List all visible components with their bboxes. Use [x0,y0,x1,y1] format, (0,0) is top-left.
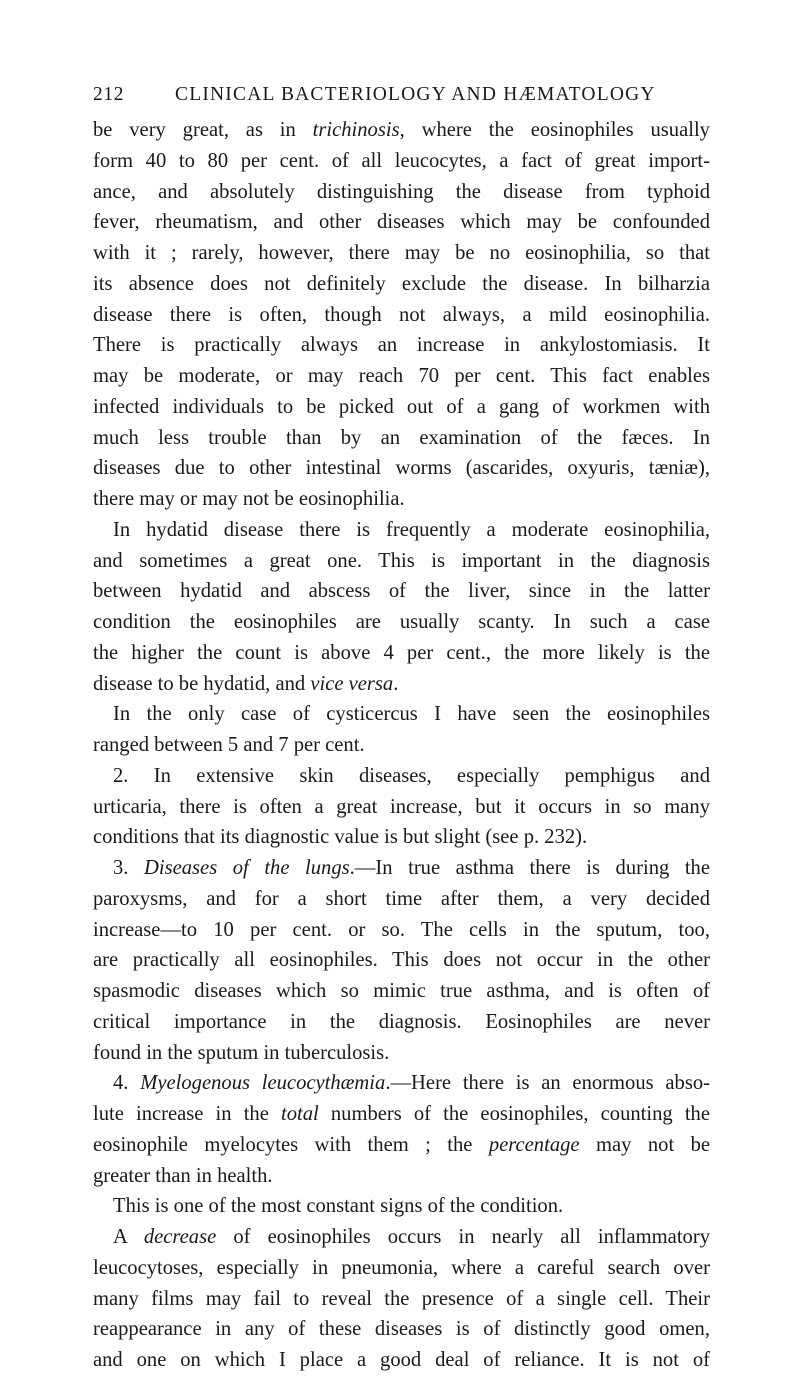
text-run: form 40 to 80 per cent. of all leucocytes, a fact of great import- [93,149,710,172]
text-run: spasmodic diseases which so mimic true asthma, and is often of [93,980,710,1002]
text-run: 3. [113,857,144,879]
text-line [93,761,710,792]
text-run: leucocytoses, especially in pneumonia, where a careful search over [93,1256,710,1279]
text-run: between hydatid and abscess of the liver, since in the latter [93,580,710,603]
italic-text-run: Diseases of the lungs [144,857,350,879]
text-line [93,1253,710,1284]
text-run: lute increase in the [93,1103,281,1125]
text-run: there may or may not be eosinophilia. [93,488,405,510]
text-line [93,638,710,669]
text-run: . [393,672,399,695]
text-run: found in the sputum in tuberculosis. [93,1041,390,1064]
text-run: may not be [579,1133,711,1156]
text-run: condition the eosinophiles are usually scanty. In such a case [93,611,710,633]
text-run: the higher the count is above 4 per cent., the more likely is the [93,641,710,664]
text-run: increase—to 10 per cent. or so. The cells in the sputum, too, [93,918,710,941]
text-line [93,1130,710,1161]
text-run: disease there is often, though not always, a mild eosinophilia. [93,303,710,326]
text-line [93,976,710,1007]
text-line [93,207,710,238]
text-run: greater than in health. [93,1164,273,1187]
text-line [93,1191,710,1222]
text-run: paroxysms, and for a short time after them, a very decided [93,887,710,910]
text-run: many films may fail to reveal the presence of a single cell. Their [93,1287,710,1310]
text-run: eosinophile myelocytes with them ; the [93,1133,489,1156]
text-line [93,300,710,331]
body-text [93,115,710,1376]
italic-text-run: percentage [488,1133,580,1156]
text-line [93,1161,710,1192]
text-line [93,392,710,423]
text-run: This is one of the most constant signs of the condition. [113,1195,564,1218]
text-run: critical importance in the diagnosis. Eosinophiles are never [93,1010,710,1033]
text-run: 2. In extensive skin diseases, especially pemphigus and [113,764,710,787]
page-number: 212 [93,84,125,105]
text-run: .—In true asthma there is during the [349,857,710,879]
text-run: In the only case of cysticercus I have seen the eosinophiles [113,703,710,726]
text-run: reappearance in any of these diseases is of distinctly good omen, [93,1318,710,1341]
text-run: There is practically always an increase in ankylostomiasis. It [93,334,710,357]
text-run: diseases due to other intestinal worms (ascarides, oxyuris, tæniæ), [93,457,710,480]
text-line [93,453,710,484]
text-run: with it ; rarely, however, there may be no eosinophilia, so that [93,242,710,264]
text-run: disease to be hydatid, and [93,672,311,695]
text-line [93,576,710,607]
italic-text-run: total [280,1103,319,1125]
text-line [93,515,710,546]
text-run: and sometimes a great one. This is important in the diagnosis [93,549,710,572]
text-line [93,1068,710,1099]
text-line [93,945,710,976]
text-line [93,361,710,392]
text-line [93,1222,710,1253]
text-line [93,1314,710,1345]
text-line [93,177,710,208]
text-run: of eosinophiles occurs in nearly all inflammatory [216,1226,710,1248]
italic-text-run: vice versa [310,672,394,695]
text-line [93,822,710,853]
text-run: and one on which I place a good deal of reliance. It is not of [93,1349,710,1371]
text-line [93,115,710,146]
italic-text-run: trichinosis [312,119,400,141]
text-line [93,146,710,177]
text-line [93,915,710,946]
text-line [93,1038,710,1069]
running-title: CLINICAL BACTERIOLOGY AND HÆMATOLOGY [175,84,656,105]
text-line [93,1345,710,1376]
text-line [93,884,710,915]
text-line [93,546,710,577]
text-run: In hydatid disease there is frequently a moderate eosinophilia, [113,518,710,541]
text-run: conditions that its diagnostic value is but slight (see p. 232). [93,826,588,849]
text-run: 4. [113,1072,141,1095]
text-run: .—Here there is an enormous abso- [385,1072,711,1095]
text-line [93,607,710,638]
text-run: may be moderate, or may reach 70 per cent. This fact enables [93,365,710,387]
text-line [93,669,710,700]
text-line [93,484,710,515]
text-line [93,1099,710,1130]
text-run: A [113,1226,144,1248]
text-run: its absence does not definitely exclude the disease. In bilharzia [93,272,710,295]
text-line [93,238,710,269]
text-run: urticaria, there is often a great increase, but it occurs in so many [93,795,710,818]
text-line [93,792,710,823]
text-run: , where the eosinophiles usually [399,119,710,141]
italic-text-run: decrease [143,1226,217,1248]
running-head [93,84,688,114]
text-run: much less trouble than by an examination of the fæces. In [93,426,710,449]
text-run: infected individuals to be picked out of a gang of workmen with [93,395,710,418]
text-line [93,423,710,454]
text-run: are practically all eosinophiles. This does not occur in the other [93,949,710,972]
text-run: fever, rheumatism, and other diseases which may be confounded [93,211,710,234]
text-line [93,269,710,300]
text-run: be very great, as in [93,119,313,141]
text-line [93,853,710,884]
text-line [93,1284,710,1315]
text-run: numbers of the eosinophiles, counting the [318,1103,710,1125]
text-line [93,1007,710,1038]
italic-text-run: Myelogenous leucocythæmia [140,1072,386,1095]
text-line [93,330,710,361]
text-run: ranged between 5 and 7 per cent. [93,734,365,756]
text-run: ance, and absolutely distinguishing the disease from typhoid [93,180,710,203]
text-line [93,730,710,761]
text-line [93,699,710,730]
